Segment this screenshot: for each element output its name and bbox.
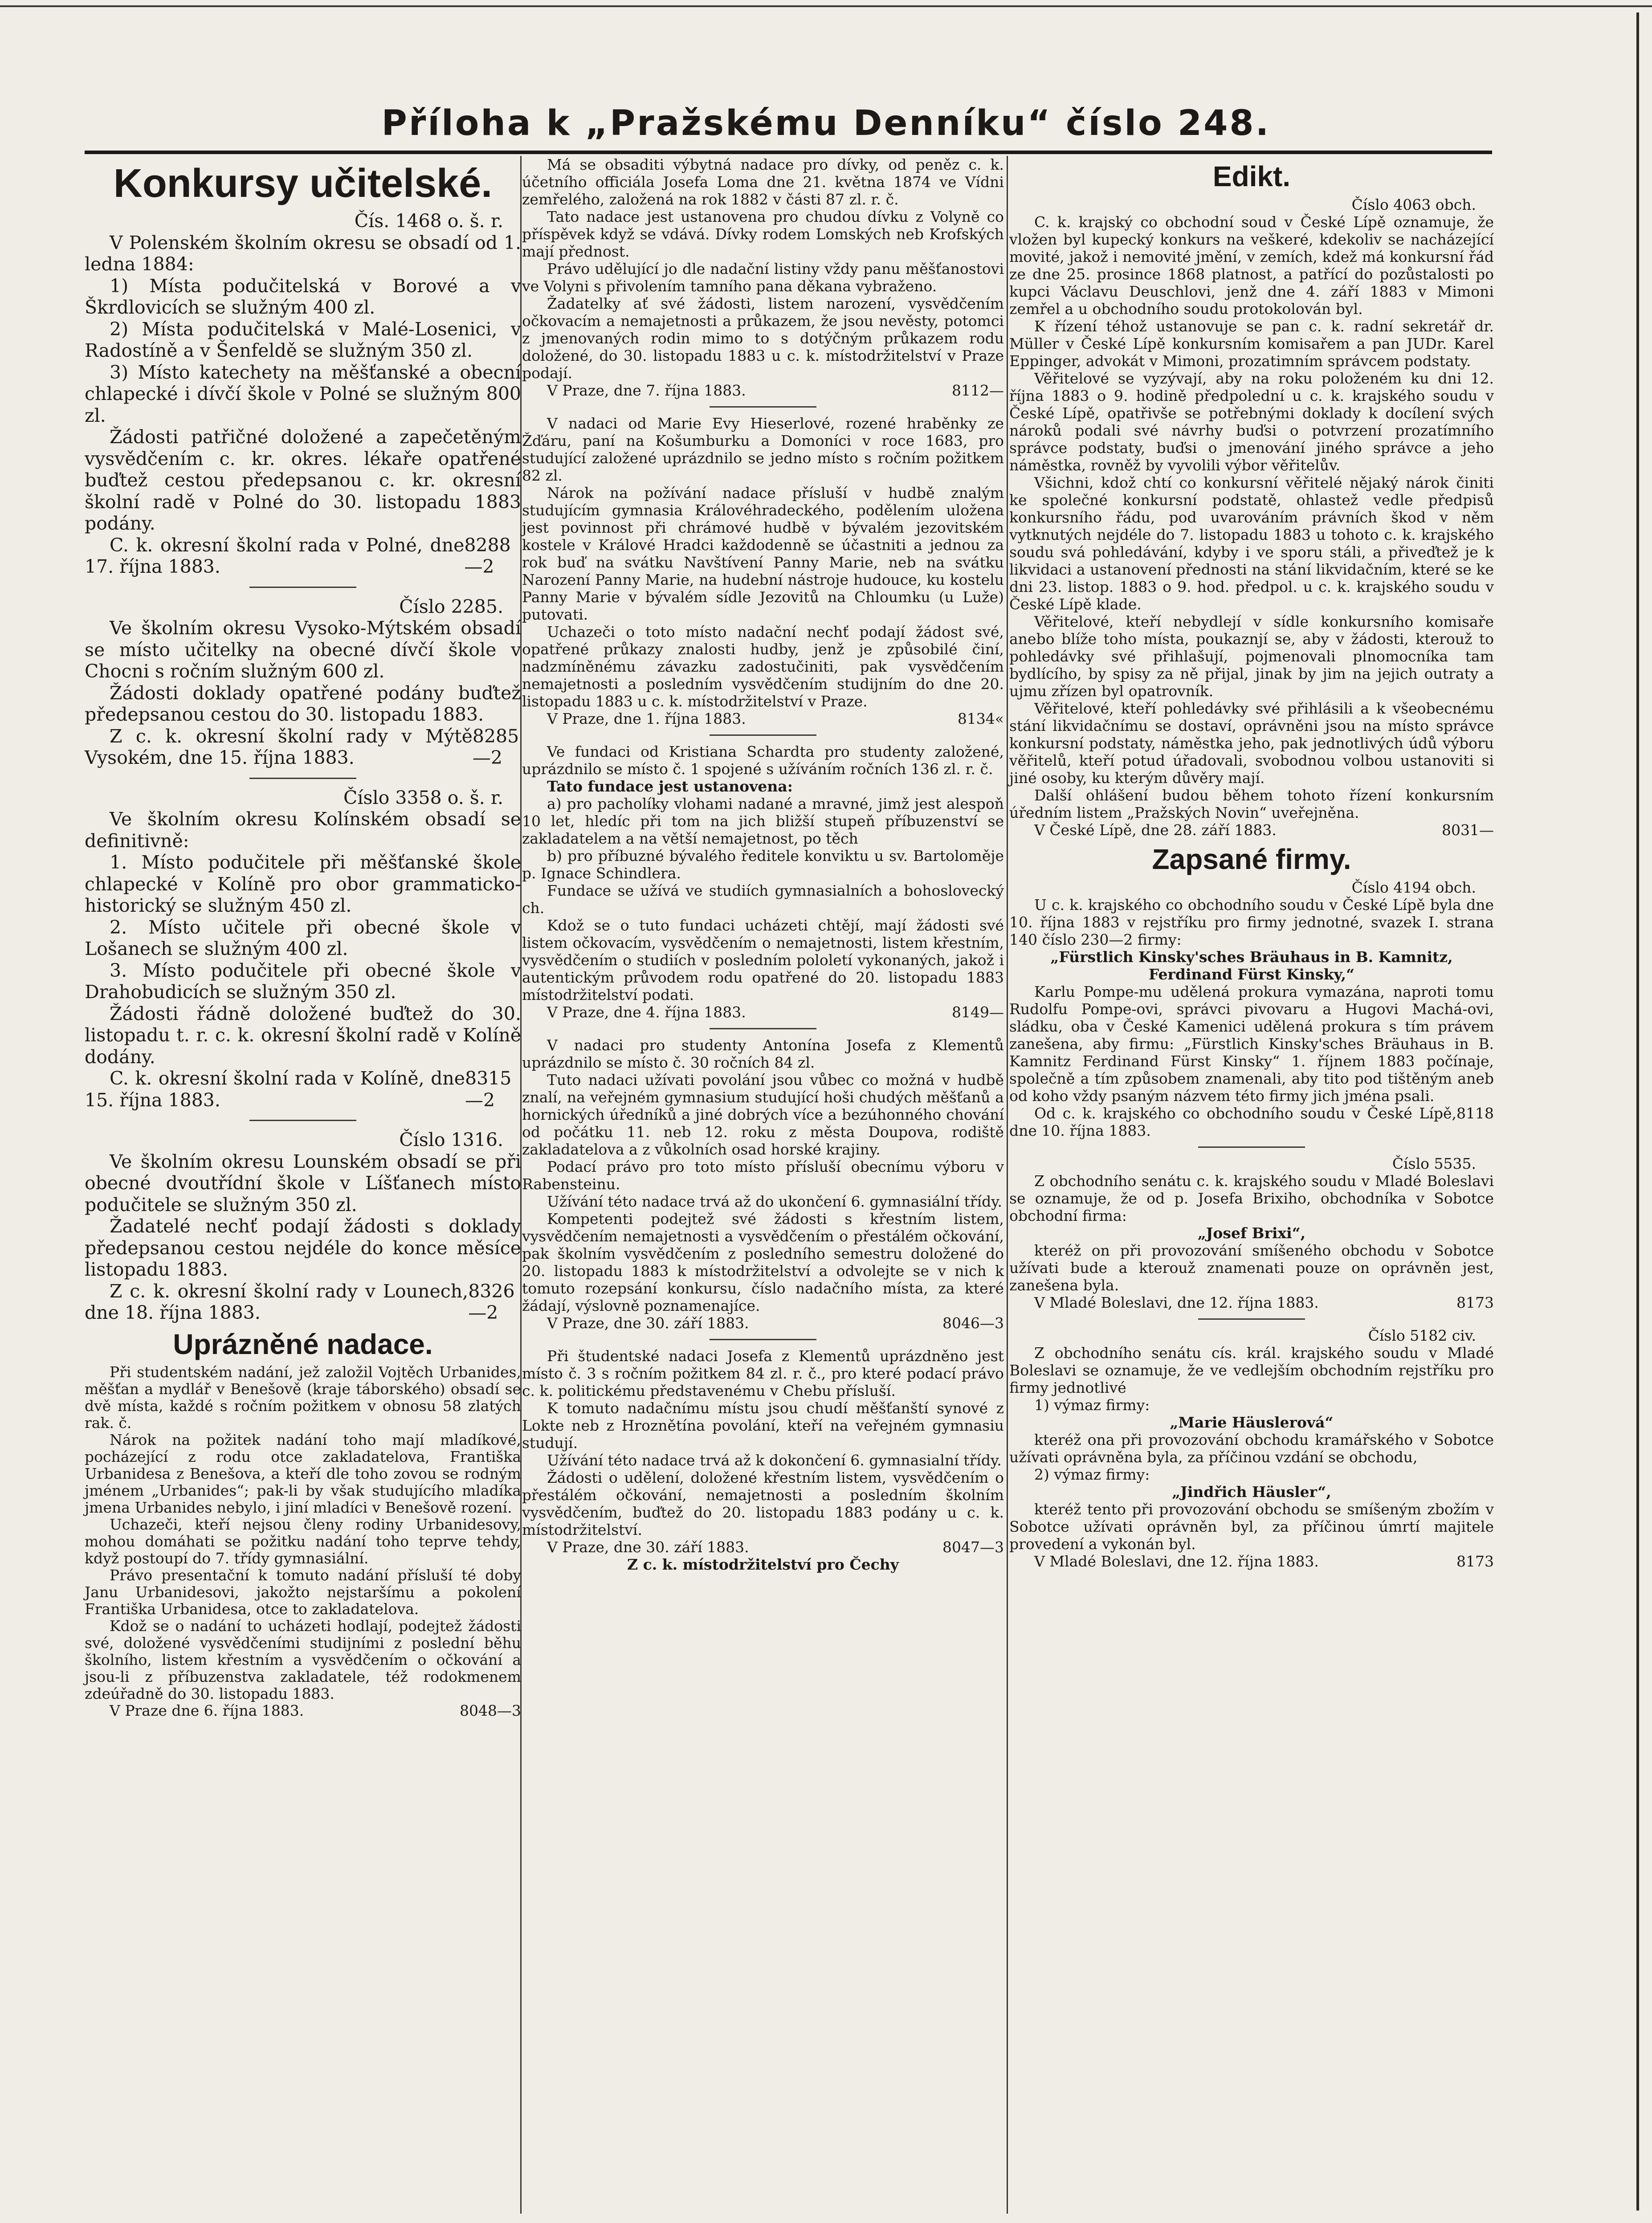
signature: V Praze, dne 30. září 1883. bbox=[547, 1538, 749, 1556]
notice-kolin bbox=[85, 787, 521, 1111]
separator bbox=[249, 1120, 356, 1121]
paragraph: C. k. krajský co obchodní soud v České Lípě oznamuje, že vložen byl kupecký konkurs na veškeré, kdekoliv se nacházející movité, jakož i nemovité jmění, v zemích, kdež má konkursní řád ze dne 25. prosince 1868 platnost, a patřící do pozůstalosti po kupci Václavu Deuschlovi, jenž dne 4. září 1883 v Mimoni zemřel a u obchodního soudu protokolován byl. bbox=[1009, 213, 1494, 318]
reference-number: 8288—2 bbox=[464, 534, 511, 577]
reference-number: 8048—3 bbox=[460, 1701, 521, 1719]
paragraph: Fundace se užívá ve studiích gymnasialních a bohoslovecký ch. bbox=[522, 882, 1004, 917]
paragraph: Uchazeči, kteří nejsou členy rodiny Urbanidesovy, mohou domáhati se požitku nadání toho teprve tehdy, když postoupí do 7. třídy gymnasiální. bbox=[85, 1515, 521, 1567]
paragraph: Z obchodního senátu c. k. krajského soudu v Mladé Boleslavi se oznamuje, že od p. Josefa Brixiho, obchodníka v Sobotce obchodní firma: bbox=[1009, 1172, 1494, 1224]
column-3 bbox=[1009, 156, 1494, 1570]
paragraph: Ve fundaci od Kristiana Schardta pro studenty založené, uprázdnilo se místo č. 1 spojené s užíváním ročních 136 zl. r. č. bbox=[522, 743, 1004, 778]
paragraph: Žadatelé nechť podají žádosti s doklady předepsanou cestou nejdéle do konce měsíce listopadu 1883. bbox=[85, 1216, 521, 1280]
page-right-edge bbox=[1636, 12, 1639, 2211]
paragraph: K tomuto nadačnímu místu jsou chudí měšťanští synové z Lokte neb z Hroznětína povolání, kteří na veřejném gymnasiu studují. bbox=[522, 1399, 1004, 1452]
separator bbox=[249, 778, 356, 779]
paragraph: Všichni, kdož chtí co konkursní věřitelé nějaký nárok činiti ke společné konkursní podstatě, ohlastež vedle předpisů konkursního řádu, pod uvarováním právních škod v něm vytknutých nejdéle do 7. listopadu 1883 u tohoto c. k. krajského soudu svá pohledávání, kdyby i ve sporu stáli, a přiveďtež je k likvidaci a ustanovení přednosti na stání likvidačním, které se ke dni 23. listop. 1883 o 9. hod. předpol. u c. k. krajského soudu v České Lípě klade. bbox=[1009, 474, 1494, 613]
notice-number: Číslo 4194 obch. bbox=[1351, 879, 1476, 896]
notice-number: Číslo 3358 o. š. r. bbox=[343, 787, 503, 808]
separator bbox=[1198, 1146, 1305, 1148]
notice-polna bbox=[85, 210, 521, 578]
signature: Z c. k. okresní školní rady v Lounech, dne 18. října 1883. bbox=[85, 1280, 469, 1323]
reference-number: 8047—3 bbox=[942, 1538, 1004, 1556]
notice-louny bbox=[85, 1129, 521, 1324]
paragraph: 1. Místo podučitele při měšťanské škole chlapecké v Kolíně pro obor grammaticko-historický se služným 450 zl. bbox=[85, 852, 521, 916]
firm-name: „Marie Häuslerová“ bbox=[1170, 1414, 1334, 1431]
paragraph: b) pro příbuzné bývalého ředitele konviktu u sv. Bartoloměje p. Ignace Schindlera. bbox=[522, 847, 1004, 882]
notice-kinsky bbox=[1009, 879, 1494, 1139]
paragraph: Uchazeči o toto místo nadační nechť podají žádost své, opatřené průkazy znalosti hudby, jenž je způsobilé činí, nadzmíněnému závazku zadostučiniti, pak vysvědčením nemajetnosti a posledním vysvědčením studijním do dne 20. listopadu 1883 u c. k. místodržitelství v Praze. bbox=[522, 623, 1004, 710]
paragraph: V nadaci od Marie Evy Hieserlové, rozené hraběnky ze Žďáru, paní na Košumburku a Domoníci v roce 1683, pro studující založené uprázdnilo se jedno místo s ročním požitkem 82 zl. bbox=[522, 415, 1004, 484]
paragraph: Věřitelové se vyzývají, aby na roku položeném ku dni 12. října 1883 o 9. hodině předpolední u c. k. krajského soudu v České Lípě, opatřivše se potřebnými doklady k docílení svých nároků podali své návrhy buďsi o potvrzení prozatímního správce podstaty, buďsi o jmenování jiného správce a jeho náměstka, rovněž by vyvolili výbor věřitelův. bbox=[1009, 370, 1494, 474]
notice-loma bbox=[522, 156, 1004, 399]
separator bbox=[710, 406, 816, 408]
notice-vysoke-myto bbox=[85, 596, 521, 769]
notice-hieserle bbox=[522, 415, 1004, 727]
paragraph: Užívání této nadace trvá až k dokončení 6. gymnasialní třídy. bbox=[547, 1452, 1002, 1469]
column-2 bbox=[522, 156, 1004, 1573]
paragraph: Věřitelové, kteří pohledávky své přihlásili a k všeobecnému stání likvidačnímu se dostaví, oprávněni jsou na místo správce konkursní podstaty, náměstka jeho, pak jednotlivých údů výboru věřitelů, kteří potud úřadovali, svobodnou volbou ustanoviti si jiné osoby, ku kterým důvěry mají. bbox=[1009, 700, 1494, 787]
notice-urbanides bbox=[85, 1364, 521, 1719]
column-1 bbox=[85, 156, 521, 1719]
reference-number: 8326—2 bbox=[468, 1280, 515, 1323]
reference-number: 8285—2 bbox=[472, 725, 519, 768]
notice-klement-3 bbox=[522, 1347, 1004, 1573]
reference-number: 8149— bbox=[952, 1003, 1004, 1021]
paragraph: Kompetenti podejtež své žádosti s křestním listem, vysvědčením nemajetnosti a vysvědčením o přestálém očkování, pak školním vysvědčením z posledního semestru doložené do 20. listopadu 1883 k místodržitelství a odvolejte se v nich k tomuto rozepsání konkursu, číslo nadačního místa, za které žádají, výslovně poznamenajíce. bbox=[522, 1210, 1004, 1314]
reference-number: 8315—2 bbox=[465, 1068, 512, 1111]
paragraph: Podací právo pro toto místo přísluší obecnímu výboru v Rabensteinu. bbox=[522, 1158, 1004, 1193]
reference-number: 8173 bbox=[1456, 1553, 1494, 1570]
paragraph: kteréž on při provozování smíšeného obchodu v Sobotce užívati bude a kterouž znamenati pouze on oprávněn jest, zanešena byla. bbox=[1009, 1242, 1494, 1294]
authority-footer: Z c. k. místodržitelství pro Čechy bbox=[627, 1556, 899, 1573]
paragraph: kteréž tento při provozování obchodu se smíšeným zbožím v Sobotce užívati oprávněn byl, za příčinou úmrtí majitele provedení a vykonán byl. bbox=[1009, 1501, 1494, 1553]
reference-number: 8046—3 bbox=[942, 1314, 1004, 1332]
notice-number: Čís. 1468 o. š. r. bbox=[354, 210, 503, 232]
paragraph: 2. Místo učitele při obecné škole v Lošanech se služným 400 zl. bbox=[85, 916, 521, 959]
paragraph: Tato fundace jest ustanovena: bbox=[547, 778, 793, 795]
notice-number: Číslo 1316. bbox=[399, 1129, 503, 1150]
notice-edikt bbox=[1009, 196, 1494, 839]
paragraph: Kdož se o tuto fundaci ucházeti chtějí, mají žádosti své listem očkovacím, vysvědčením o nemajetnosti, listem křestním, vysvědčením o studiích v posledním pololetí vykonaných, jakož i autentickým průvodem rodu opatřené do 20. listopadu 1883 místodržitelství podati. bbox=[522, 917, 1004, 1003]
paragraph: Nárok na požívání nadace přísluší v hudbě znalým studujícím gymnasia Královéhradeckého, podělením uložena jest povinnost při chrámové hudbě v bývalém jezovitském kostele v Králové Hradci každodenně se účastniti a jednou za rok buď na svátku Navštívení Panny Marie, neb na svátku Narození Panny Marie, na hudební nástroje hudouce, ku kostelu Panny Marie v bývalém sídle Jezovitů na Chloumku (u Luže) putovati. bbox=[522, 484, 1004, 623]
masthead-rule bbox=[85, 151, 1492, 154]
signature: V Mladé Boleslavi, dne 12. října 1883. bbox=[1034, 1294, 1319, 1311]
reference-number: 8173 bbox=[1456, 1294, 1494, 1311]
separator bbox=[710, 734, 816, 736]
paragraph: V nadaci pro studenty Antonína Josefa z Klementů uprázdnilo se místo č. 30 ročních 84 zl. bbox=[522, 1036, 1004, 1071]
reference-number: 8112— bbox=[952, 382, 1004, 399]
separator bbox=[710, 1028, 816, 1029]
paragraph: kteréž ona při provozování obchodu kramářského v Sobotce užívati oprávněna byla, za příčinou vzdání se obchodu, bbox=[1009, 1431, 1494, 1466]
separator bbox=[710, 1339, 816, 1340]
paragraph: Žadatelky ať své žádosti, listem narození, vysvědčením očkovacím a nemajetnosti a průkazem, že jsou nevěsty, potomci z jmenovaných rodin mimo to s dotýčným průkazem rodu doložené, do 30. listopadu 1883 u c. k. místodržitelství v Praze podají. bbox=[522, 295, 1004, 382]
signature: V Praze dne 6. října 1883. bbox=[110, 1701, 304, 1719]
paragraph: 3. Místo podučitele při obecné škole v Drahobudicích se služným 350 zl. bbox=[85, 959, 521, 1003]
signature: V Praze, dne 7. října 1883. bbox=[547, 382, 746, 399]
paragraph: Právo udělující jo dle nadační listiny vždy panu měšťanostovi ve Volyni s přivolením tamního pana děkana vybraženo. bbox=[522, 260, 1004, 295]
paragraph: Žádosti o udělení, doložené křestním listem, vysvědčením o přestálém očkování, nemajetnosti a posledním školním vysvědčením, buďtež do 20. listopadu 1883 podány u c. k. místodržitelství. bbox=[522, 1469, 1004, 1538]
signature: C. k. okresní školní rada v Kolíně, dne 15. října 1883. bbox=[85, 1068, 465, 1111]
notice-number: Číslo 5182 civ. bbox=[1368, 1327, 1476, 1344]
paragraph: Ve školním okresu Lounském obsadí se při obecné dvoutřídní škole v Líšťanech místo podučitele se služným 350 zl. bbox=[85, 1150, 521, 1216]
notice-hausler bbox=[1009, 1327, 1494, 1570]
signature: Od c. k. krajského co obchodního soudu v České Lípě, dne 10. října 1883. bbox=[1009, 1105, 1457, 1139]
paragraph: a) pro pacholíky vlohami nadané a mravné, jimž jest alespoň 10 let, hledíc při tom na jich bližší stupeň příbuzenství se zakladatelem a na větší nemajetnost, po těch bbox=[522, 795, 1004, 847]
separator bbox=[249, 587, 356, 588]
signature: V Praze, dne 30. září 1883. bbox=[547, 1314, 749, 1332]
firm-name: „Josef Brixi“, bbox=[1197, 1224, 1306, 1242]
paragraph: 2) výmaz firmy: bbox=[1034, 1466, 1150, 1483]
signature: V Mladé Boleslavi, dne 12. října 1883. bbox=[1034, 1553, 1319, 1570]
reference-number: 8134« bbox=[957, 710, 1004, 727]
column-divider-2 bbox=[1007, 156, 1008, 2214]
signature: V Praze, dne 1. října 1883. bbox=[547, 710, 746, 727]
signature: V České Lípě, dne 28. září 1883. bbox=[1034, 821, 1277, 839]
signature: Z c. k. okresní školní rady v Mýtě Vysokém, dne 15. října 1883. bbox=[85, 725, 473, 768]
paragraph: Žádosti doklady opatřené podány buďtež předepsanou cestou do 30. listopadu 1883. bbox=[85, 682, 521, 725]
paragraph: Při studentském nadání, jež založil Vojtěch Urbanides, měšťan a mydlář v Benešově (kraje táborského) obsadí se dvě místa, každé s ročním požitkem v obnosu 58 zlatých rak. č. bbox=[85, 1363, 521, 1432]
paragraph: Z obchodního senátu cís. král. krajského soudu v Mladé Boleslavi se oznamuje, že ve vedlejším obchodním rejstříku pro firmy jednotlivé bbox=[1009, 1344, 1494, 1396]
masthead-title: Příloha k „Pražskému Denníku“ číslo 248. bbox=[381, 103, 1271, 143]
paragraph: Má se obsaditi výbytná nadace pro dívky, od peněz c. k. účetního officiála Josefa Loma dne 21. května 1874 ve Vídni zemřelého, založená na rok 1882 v části 87 zl. r. č. bbox=[522, 156, 1004, 208]
paragraph: Při študentské nadaci Josefa z Klementů uprázdněno jest místo č. 3 s ročním požitkem 84 zl. r. č., pro které podací právo c. k. politickému představenému v Chebu přísluší. bbox=[522, 1347, 1004, 1399]
section-title-edikt: Edikt. bbox=[1212, 160, 1291, 192]
paragraph: Kdož se o nadání to ucházeti hodlají, podejtež žádosti své, doložené vysvědčeními studijními z poslední běhu školního, listem křestním a vysvědčením o očkování a jsou-li z příbuzenstva zakladatele, též rodokmenem zdeúřadně do 30. listopadu 1883. bbox=[85, 1617, 521, 1702]
paragraph: Žádosti řádně doložené buďtež do 30. listopadu t. r. c. k. okresní školní radě v Kolíně dodány. bbox=[85, 1003, 521, 1068]
paragraph: 1) Místa podučitelská v Borové a v Škrdlovicích se služným 400 zl. bbox=[85, 275, 521, 318]
paragraph: Nárok na požitek nadání toho mají mladíkové, pocházející z rodu otce zakladatelova, Františka Urbanidesa z Benešova, a kteří dle toho zovou se rodným jménem „Urbanides“; pak-li by však studujícího mladíka jmena Urbanides nebylo, i jiní mladíci v Benešově rození. bbox=[85, 1431, 521, 1516]
firm-name: „Jindřich Häusler“, bbox=[1172, 1483, 1331, 1501]
section-title-nadace: Uprázněné nadace. bbox=[173, 1328, 433, 1360]
paragraph: Ve školním okresu Kolínském obsadí se definitivně: bbox=[85, 808, 521, 852]
section-title-firmy: Zapsané firmy. bbox=[1152, 843, 1351, 875]
notice-number: Číslo 2285. bbox=[399, 596, 503, 617]
paragraph: V Polenském školním okresu se obsadí od 1. ledna 1884: bbox=[85, 232, 521, 275]
section-title-konkursy: Konkursy učitelské. bbox=[113, 161, 493, 206]
notice-number: Číslo 4063 obch. bbox=[1351, 196, 1476, 213]
paragraph: Žádosti patřičné doložené a zapečetěným vysvědčením c. kr. okres. lékaře opatřené buďtež cestou předepsanou c. kr. okresní školní radě v Polné do 30. listopadu 1883 podány. bbox=[85, 426, 521, 534]
page-top-edge bbox=[0, 5, 1652, 7]
paragraph: Ve školním okresu Vysoko-Mýtském obsadí se místo učitelky na obecné dívčí škole v Chocni s ročním služným 600 zl. bbox=[85, 617, 521, 682]
notice-schardt bbox=[522, 743, 1004, 1021]
notice-brixi bbox=[1009, 1155, 1494, 1311]
separator bbox=[1198, 1318, 1305, 1320]
paragraph: Karlu Pompe-mu udělená prokura vymazána, naproti tomu Rudolfu Pompe-ovi, správci pivovaru a Hugovi Machá-ovi, sládku, oba v České Kamenici udělená prokura s tím právem zanešena, aby firmu: „Fürstlich Kinsky'sches Bräuhaus in B. Kamnitz Ferdinand Fürst Kinsky“ 1. říjnem 1883 počínaje, společně a tím způsobem znamenali, aby tito pod tištěným aneb od koho vždy psaným názvem této firmy jich jména psali. bbox=[1009, 983, 1494, 1105]
paragraph: Tato nadace jest ustanovena pro chudou dívku z Volyně co příspěvek když se vdává. Dívky rodem Lomských neb Krofských mají přednost. bbox=[522, 208, 1004, 260]
signature: C. k. okresní školní rada v Polné, dne 17. října 1883. bbox=[85, 534, 465, 577]
paragraph: Další ohlášení budou během tohoto řízení konkursním úředním listem „Pražských Novin“ uveřejněna. bbox=[1009, 787, 1494, 821]
paragraph: 3) Místo katechety na měšťanské a obecní chlapecké i dívčí škole v Polné se služným 800 zl. bbox=[85, 361, 521, 426]
paragraph: Užívání této nadace trvá až do ukončení 6. gymnasiální třídy. bbox=[547, 1193, 1003, 1210]
firm-name: „Fürstlich Kinsky'sches Bräuhaus in B. Kamnitz, Ferdinand Fürst Kinsky,“ bbox=[1050, 948, 1453, 983]
paragraph: Věřitelové, kteří nebydlejí v sídle konkursního komisaře anebo blíže toho místa, poukaznjí se, aby v žádosti, kterouž to pohledávky své přihlašují, pojmenovali plnomocníka tam bydlícího, by spisy za ně přijal, jinak by jim na jejich outraty a ujmu zřízen byl opatrovník. bbox=[1009, 613, 1494, 700]
paragraph: Právo presentační k tomuto nadání přísluší té doby Janu Urbanidesovi, jakožto nejstaršímu a pokolení Františka Urbanidesa, otce to zakladatelova. bbox=[85, 1566, 521, 1618]
paragraph: Tuto nadaci užívati povolání jsou vůbec co možná v hudbě znalí, na veřejném gymnasium studující hoši chudých měšťanů a hornických úředníků a jiné dobrých více a bezúhonného chování od počátku 11. neb 12. roku z města Doupova, rodiště zakladatelova a z vůkolních osad horské krajiny. bbox=[522, 1071, 1004, 1158]
paragraph: 2) Místa podučitelská v Malé-Losenici, v Radostíně a v Šenfeldě se služným 350 zl. bbox=[85, 318, 521, 361]
notice-number: Číslo 5535. bbox=[1392, 1155, 1476, 1172]
signature: V Praze, dne 4. října 1883. bbox=[547, 1003, 746, 1021]
paragraph: U c. k. krajského co obchodního soudu v České Lípě byla dne 10. října 1883 v rejstříku pro firmy jednotné, svazek I. strana 140 číslo 230—2 firmy: bbox=[1009, 896, 1494, 948]
paragraph: K řízení téhož ustanovuje se pan c. k. radní sekretář dr. Müller v České Lípě konkursním komisařem a pan JUDr. Karel Eppinger, advokát v Mimoni, prozatimním správcem podstaty. bbox=[1009, 318, 1494, 370]
reference-number: 8118 bbox=[1456, 1105, 1494, 1122]
notice-klement-30 bbox=[522, 1036, 1004, 1332]
reference-number: 8031— bbox=[1442, 821, 1494, 839]
paragraph: 1) výmaz firmy: bbox=[1034, 1396, 1150, 1414]
